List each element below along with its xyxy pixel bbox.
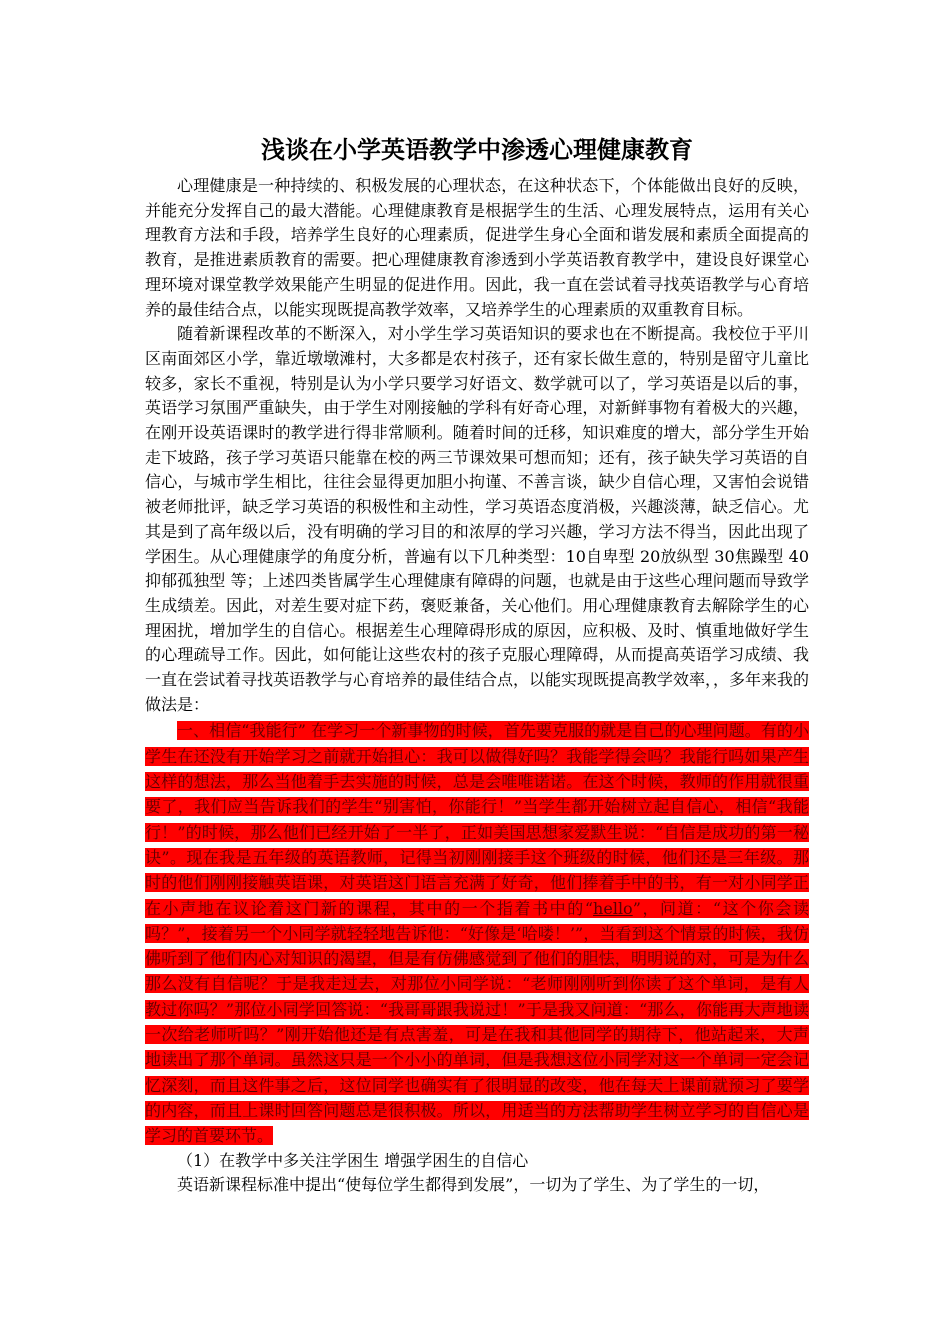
document-page	[145, 130, 809, 1198]
subheading: （1）在教学中多关注学困生 增强学困生的自信心	[177, 1150, 529, 1170]
paragraph-intro: 心理健康是一种持续的、积极发展的心理状态，在这种状态下，个体能做出良好的反映，并能充分发挥自己的最大潜能。心理健康教育是根据学生的生活、心理发展特点，运用有关心理教育方法和手段，培养学生良好的心理素质，促进学生身心全面和谐发展和素质全面提高的教育，是推进素质教育的需要。把心理健康教育渗透到小学英语教育教学中，建设良好课堂心理环境对课堂教学效果能产生明显的促进作用。因此，我一直在尝试着寻找英语教学与心育培养的最佳结合点，以能实现既提高教学效率，又培养学生的心理素质的双重教育目标。	[145, 176, 809, 319]
highlight-word-hello: hello	[593, 898, 633, 918]
paragraph-last: 英语新课程标准中提出“使每位学生都得到发展”，一切为了学生、为了学生的一切，	[177, 1175, 770, 1195]
highlighted-section	[145, 718, 809, 1148]
document-title: 浅谈在小学英语教学中渗透心理健康教育	[261, 136, 693, 164]
paragraph-background: 随着新课程改革的不断深入，对小学生学习英语知识的要求也在不断提高。我校位于平川区南面郊区小学，靠近墩墩滩村，大多都是农村孩子，还有家长做生意的，特别是留守儿童比较多，家长不重视，特别是认为小学只要学习好语文、数学就可以了，学习英语是以后的事，英语学习氛围严重缺失，由于学生对刚接触的学科有好奇心理，对新鲜事物有着极大的兴趣，在刚开设英语课时的教学进行得非常顺利。随着时间的迁移，知识难度的增大，部分学生开始走下坡路，孩子学习英语只能靠在校的两三节课效果可想而知；还有，孩子缺失学习英语的自信心，与城市学生相比，往往会显得更加胆小拘谨、不善言谈，缺少自信心理，又害怕会说错被老师批评，缺乏学习英语的积极性和主动性，学习英语态度消极，兴趣淡薄，缺乏信心。尤其是到了高年级以后，没有明确的学习目的和浓厚的学习兴趣，学习方法不得当，因此出现了学困生。从心理健康学的角度分析，普遍有以下几种类型：10自卑型 20放纵型 30焦躁型 40抑郁孤独型 等；上述四类皆属学生心理健康有障碍的问题，也就是由于这些心理问题而导致学生成绩差。因此，对差生要对症下药，褒贬兼备，关心他们。用心理健康教育去解除学生的心理困扰，增加学生的自信心。根据差生心理障碍形成的原因，应积极、及时、慎重地做好学生的心理疏导工作。因此，如何能让这些农村的孩子克服心理障碍，从而提高英语学习成绩、我一直在尝试着寻找英语教学与心育培养的最佳结合点，以能实现既提高教学效率，，多年来我的做法是：	[145, 324, 810, 714]
highlight-text-part-2: ”，问道：“这个你会读吗？”，接着另一个小同学就轻轻地告诉他：“好像是‘哈喽！’”，当看到这个情景的时候，我仿佛听到了他们内心对知识的渴望，但是有仿佛感觉到了他们的胆怯，明明说的对，可是为什么那么没有自信呢？于是我走过去，对那位小同学说：“老师刚刚听到你读了这个单词，是有人教过你吗？”那位小同学回答说：“我哥哥跟我说过！”于是我又问道：“那么，你能再大声地读一次给老师听吗？”刚开始他还是有点害羞，可是在我和其他同学的期待下，他站起来，大声地读出了那个单词。虽然这只是一个小小的单词，但是我想这位小同学对这一个单词一定会记忆深刻，而且这件事之后，这位同学也确实有了很明显的改变，他在每天上课前就预习了要学的内容，而且上课时回答问题总是很积极。所以，用适当的方法帮助学生树立学习的自信心是学习的首要环节。	[145, 898, 809, 1146]
highlight-text-part-1: 一、相信“我能行” 在学习一个新事物的时候，首先要克服的就是自己的心理问题。有的小学生在还没有开始学习之前就开始担心：我可以做得好吗？我能学得会吗？我能行吗如果产生这样的想法，那么当他着手去实施的时候，总是会唯唯诺诺。在这个时候，教师的作用就很重要了，我们应当告诉我们的学生“别害怕，你能行！”当学生都开始树立起自信心，相信“我能行！”的时候，那么他们已经开始了一半了，正如美国思想家爱默生说：“自信是成功的第一秘诀”。现在我是五年级的英语教师，记得当初刚刚接手这个班级的时候，他们还是三年级。那时的他们刚刚接触英语课，对英语这门语言充满了好奇，他们捧着手中的书，有一对小同学正在小声地在议论着这门新的课程，其中的一个指着书中的“	[145, 721, 809, 918]
